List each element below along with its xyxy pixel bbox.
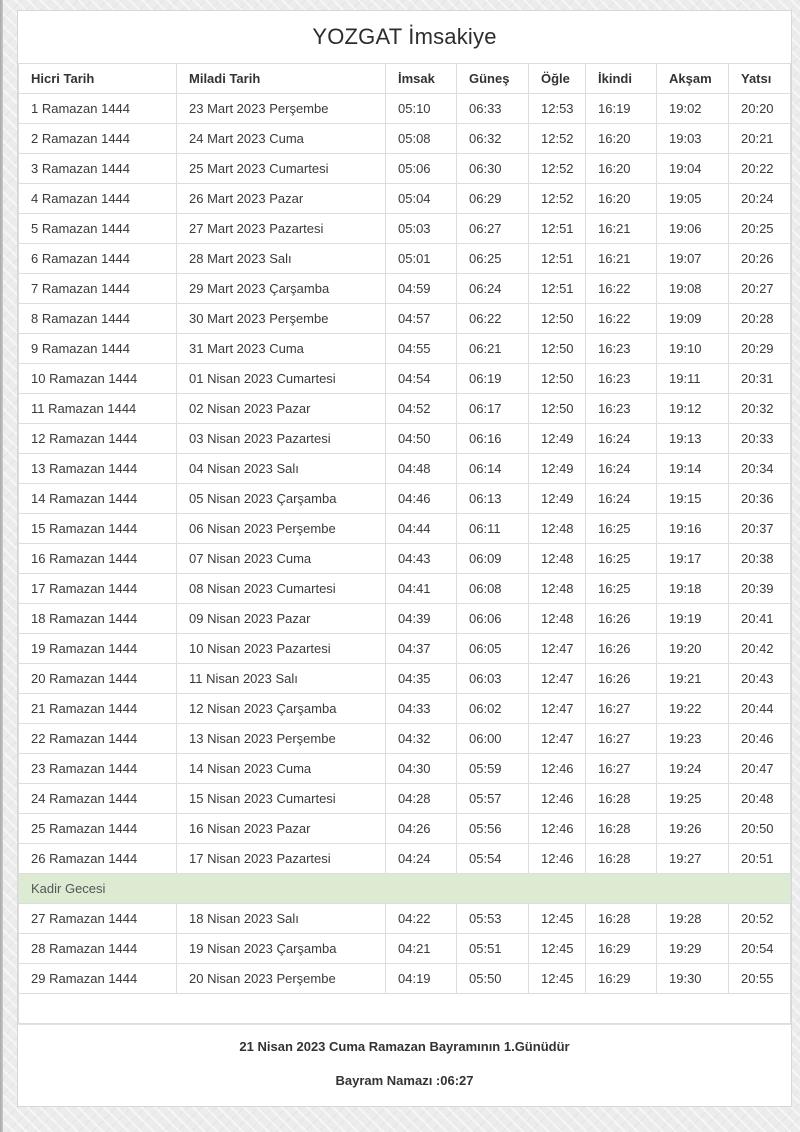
table-row [19,784,791,814]
table-row [19,484,791,514]
table-cell: 04:52 [386,394,457,424]
table-row [19,964,791,994]
table-cell: 04:24 [386,844,457,874]
table-cell: 4 Ramazan 1444 [19,184,177,214]
table-cell: 19:18 [657,574,729,604]
table-cell: 16:22 [586,304,657,334]
table-cell: 06:24 [457,274,529,304]
table-row [19,904,791,934]
bayram-note-section [18,1024,791,1106]
table-cell: 04:37 [386,634,457,664]
table-cell: 16:24 [586,424,657,454]
table-cell: 20 Ramazan 1444 [19,664,177,694]
table-row [19,184,791,214]
table-cell: 19:12 [657,394,729,424]
table-cell: 12:48 [529,604,586,634]
table-cell: 16:28 [586,904,657,934]
table-row [19,934,791,964]
table-cell: 12:45 [529,904,586,934]
table-cell: 06:06 [457,604,529,634]
table-cell: 16:25 [586,514,657,544]
table-cell: 20:54 [729,934,791,964]
table-cell: 12:46 [529,814,586,844]
table-cell: 12:52 [529,124,586,154]
table-cell: 19:04 [657,154,729,184]
table-cell: 12:50 [529,334,586,364]
table-cell: 3 Ramazan 1444 [19,154,177,184]
table-cell: 04:39 [386,604,457,634]
table-cell: 16:29 [586,934,657,964]
table-cell: 03 Nisan 2023 Pazartesi [177,424,386,454]
table-cell: 25 Ramazan 1444 [19,814,177,844]
table-cell: 19:20 [657,634,729,664]
table-cell: 01 Nisan 2023 Cumartesi [177,364,386,394]
table-cell: 06:30 [457,154,529,184]
table-cell: 19:05 [657,184,729,214]
table-cell: 19:22 [657,694,729,724]
table-cell: 19:09 [657,304,729,334]
table-cell: 04:50 [386,424,457,454]
table-cell: 04:57 [386,304,457,334]
table-cell: 16:20 [586,184,657,214]
table-cell: 05:08 [386,124,457,154]
table-cell: 19:02 [657,94,729,124]
table-cell: 06:19 [457,364,529,394]
table-cell: 04:55 [386,334,457,364]
table-row [19,424,791,454]
table-cell: 04:21 [386,934,457,964]
table-cell: 16:26 [586,664,657,694]
table-cell: 06:21 [457,334,529,364]
table-row [19,244,791,274]
table-cell: 18 Nisan 2023 Salı [177,904,386,934]
table-cell: 06 Nisan 2023 Perşembe [177,514,386,544]
table-row [19,514,791,544]
table-cell: 20:34 [729,454,791,484]
table-cell: 20 Nisan 2023 Perşembe [177,964,386,994]
table-cell: 31 Mart 2023 Cuma [177,334,386,364]
table-cell: 05:51 [457,934,529,964]
table-cell: 19 Nisan 2023 Çarşamba [177,934,386,964]
table-cell: 19:15 [657,484,729,514]
table-cell: 16:20 [586,154,657,184]
table-cell: 06:27 [457,214,529,244]
table-cell: 05:53 [457,904,529,934]
table-cell: 6 Ramazan 1444 [19,244,177,274]
table-cell: 13 Ramazan 1444 [19,454,177,484]
table-cell: 05:01 [386,244,457,274]
table-cell: 07 Nisan 2023 Cuma [177,544,386,574]
table-cell: 26 Mart 2023 Pazar [177,184,386,214]
column-header-miladi-tarih: Miladi Tarih [177,64,386,94]
table-row [19,364,791,394]
imsakiye-table [18,63,791,1024]
table-cell: 16 Nisan 2023 Pazar [177,814,386,844]
table-cell: 04:35 [386,664,457,694]
table-cell: 20:31 [729,364,791,394]
table-cell: 06:25 [457,244,529,274]
table-cell: 16:27 [586,694,657,724]
table-cell: 12:46 [529,784,586,814]
table-cell: 12:49 [529,454,586,484]
table-cell: 12:47 [529,664,586,694]
table-cell: 7 Ramazan 1444 [19,274,177,304]
table-cell: 20:36 [729,484,791,514]
table-cell: 06:16 [457,424,529,454]
table-cell: 19:06 [657,214,729,244]
table-cell: 09 Nisan 2023 Pazar [177,604,386,634]
table-row [19,274,791,304]
table-cell: 05:06 [386,154,457,184]
table-cell: 2 Ramazan 1444 [19,124,177,154]
table-cell: 12:50 [529,364,586,394]
table-row [19,334,791,364]
table-cell: 16:24 [586,454,657,484]
table-cell: 19:14 [657,454,729,484]
table-cell: 05:57 [457,784,529,814]
table-cell: 06:11 [457,514,529,544]
table-cell: 05 Nisan 2023 Çarşamba [177,484,386,514]
table-cell: 04:26 [386,814,457,844]
table-cell: 20:39 [729,574,791,604]
empty-spacer-row [19,994,791,1024]
table-cell: 20:46 [729,724,791,754]
table-cell: 20:33 [729,424,791,454]
table-cell: 19:16 [657,514,729,544]
table-cell: 1 Ramazan 1444 [19,94,177,124]
table-cell: 8 Ramazan 1444 [19,304,177,334]
table-cell: 16:21 [586,244,657,274]
table-cell: 17 Ramazan 1444 [19,574,177,604]
table-cell: 12:51 [529,274,586,304]
table-cell: 16:27 [586,724,657,754]
page-title: YOZGAT İmsakiye [312,24,497,49]
table-cell: 13 Nisan 2023 Perşembe [177,724,386,754]
table-cell: 16:27 [586,754,657,784]
table-cell: 04:44 [386,514,457,544]
table-cell: 17 Nisan 2023 Pazartesi [177,844,386,874]
table-cell: 12:46 [529,754,586,784]
table-cell: 04:46 [386,484,457,514]
table-cell: 20:51 [729,844,791,874]
table-row [19,544,791,574]
bayram-prayer-time-note: Bayram Namazı :06:27 [335,1073,474,1088]
table-cell: 20:50 [729,814,791,844]
table-cell: 06:05 [457,634,529,664]
table-row [19,814,791,844]
table-cell: 20:37 [729,514,791,544]
table-cell: 11 Ramazan 1444 [19,394,177,424]
table-cell: 15 Nisan 2023 Cumartesi [177,784,386,814]
table-cell: 20:32 [729,394,791,424]
table-row [19,844,791,874]
table-cell: 15 Ramazan 1444 [19,514,177,544]
kadir-gecesi-label: Kadir Gecesi [19,874,791,904]
table-cell: 12:50 [529,304,586,334]
table-cell: 04:48 [386,454,457,484]
table-cell: 12:45 [529,934,586,964]
table-cell: 05:03 [386,214,457,244]
table-cell: 04:33 [386,694,457,724]
table-cell: 19:19 [657,604,729,634]
table-cell: 18 Ramazan 1444 [19,604,177,634]
table-cell: 16:29 [586,964,657,994]
table-cell: 24 Mart 2023 Cuma [177,124,386,154]
column-header-yatsi: Yatsı [729,64,791,94]
table-cell: 19:27 [657,844,729,874]
table-cell: 12:52 [529,184,586,214]
table-cell: 19:28 [657,904,729,934]
table-cell: 19:21 [657,664,729,694]
column-header-hicri-tarih: Hicri Tarih [19,64,177,94]
table-cell: 9 Ramazan 1444 [19,334,177,364]
imsakiye-card [17,10,792,1107]
table-cell: 19:17 [657,544,729,574]
table-cell: 20:20 [729,94,791,124]
table-cell: 19:29 [657,934,729,964]
table-cell: 12:45 [529,964,586,994]
table-cell: 19:10 [657,334,729,364]
table-cell: 06:09 [457,544,529,574]
table-cell: 05:04 [386,184,457,214]
table-cell: 19:30 [657,964,729,994]
table-cell: 23 Ramazan 1444 [19,754,177,784]
table-cell: 19:23 [657,724,729,754]
table-cell: 06:33 [457,94,529,124]
table-cell: 06:29 [457,184,529,214]
table-cell: 04:43 [386,544,457,574]
table-cell: 12:51 [529,214,586,244]
column-header-ogle: Öğle [529,64,586,94]
table-cell: 12:48 [529,514,586,544]
table-cell: 20:44 [729,694,791,724]
table-cell: 20:41 [729,604,791,634]
table-cell: 16:23 [586,364,657,394]
table-cell: 04:32 [386,724,457,754]
table-header-row [19,64,791,94]
table-cell: 16:22 [586,274,657,304]
table-row [19,154,791,184]
table-cell: 16:19 [586,94,657,124]
table-cell: 08 Nisan 2023 Cumartesi [177,574,386,604]
table-cell: 22 Ramazan 1444 [19,724,177,754]
table-row [19,724,791,754]
table-cell: 06:02 [457,694,529,724]
table-body [19,94,791,1024]
table-cell: 19:13 [657,424,729,454]
table-cell: 04:59 [386,274,457,304]
table-cell: 25 Mart 2023 Cumartesi [177,154,386,184]
table-cell: 16:23 [586,394,657,424]
table-cell: 12:49 [529,424,586,454]
table-cell: 12 Ramazan 1444 [19,424,177,454]
column-header-aksam: Akşam [657,64,729,94]
table-row [19,664,791,694]
table-row [19,454,791,484]
table-cell: 27 Mart 2023 Pazartesi [177,214,386,244]
table-cell: 04:30 [386,754,457,784]
table-cell: 20:27 [729,274,791,304]
table-cell: 16:28 [586,814,657,844]
table-cell: 20:47 [729,754,791,784]
table-cell: 16:23 [586,334,657,364]
table-cell: 20:21 [729,124,791,154]
table-cell: 21 Ramazan 1444 [19,694,177,724]
table-cell: 06:14 [457,454,529,484]
table-cell: 12:52 [529,154,586,184]
table-cell: 16:26 [586,634,657,664]
table-cell: 20:26 [729,244,791,274]
table-cell: 16:26 [586,604,657,634]
table-cell: 05:59 [457,754,529,784]
table-row [19,634,791,664]
title-section [18,11,791,63]
table-cell: 20:22 [729,154,791,184]
empty-spacer-cell [19,994,791,1024]
table-cell: 20:55 [729,964,791,994]
table-cell: 06:00 [457,724,529,754]
table-cell: 20:28 [729,304,791,334]
table-cell: 05:50 [457,964,529,994]
table-row [19,214,791,244]
column-header-gunes: Güneş [457,64,529,94]
bayram-day-note: 21 Nisan 2023 Cuma Ramazan Bayramının 1.Günüdür [239,1039,570,1054]
table-cell: 12:46 [529,844,586,874]
table-row [19,754,791,784]
table-cell: 10 Ramazan 1444 [19,364,177,394]
table-cell: 20:25 [729,214,791,244]
table-cell: 16:28 [586,784,657,814]
table-cell: 27 Ramazan 1444 [19,904,177,934]
table-cell: 28 Mart 2023 Salı [177,244,386,274]
table-cell: 12:48 [529,544,586,574]
table-row [19,394,791,424]
table-cell: 12:48 [529,574,586,604]
table-cell: 30 Mart 2023 Perşembe [177,304,386,334]
table-cell: 10 Nisan 2023 Pazartesi [177,634,386,664]
table-cell: 12:51 [529,244,586,274]
table-cell: 23 Mart 2023 Perşembe [177,94,386,124]
table-cell: 16:20 [586,124,657,154]
table-cell: 04:54 [386,364,457,394]
table-cell: 5 Ramazan 1444 [19,214,177,244]
table-cell: 20:42 [729,634,791,664]
table-cell: 12:47 [529,694,586,724]
table-cell: 20:43 [729,664,791,694]
table-cell: 11 Nisan 2023 Salı [177,664,386,694]
kadir-gecesi-row [19,874,791,904]
table-cell: 16:21 [586,214,657,244]
table-cell: 20:38 [729,544,791,574]
table-cell: 14 Nisan 2023 Cuma [177,754,386,784]
table-cell: 12:53 [529,94,586,124]
page-edge-strip [0,0,3,1132]
table-cell: 02 Nisan 2023 Pazar [177,394,386,424]
table-cell: 12:50 [529,394,586,424]
table-cell: 16:28 [586,844,657,874]
table-cell: 19:07 [657,244,729,274]
table-cell: 04:28 [386,784,457,814]
table-cell: 06:22 [457,304,529,334]
table-cell: 12:47 [529,634,586,664]
table-cell: 06:17 [457,394,529,424]
table-cell: 04:41 [386,574,457,604]
table-cell: 05:56 [457,814,529,844]
table-cell: 19:25 [657,784,729,814]
table-cell: 19:11 [657,364,729,394]
table-cell: 29 Ramazan 1444 [19,964,177,994]
column-header-ikindi: İkindi [586,64,657,94]
table-cell: 24 Ramazan 1444 [19,784,177,814]
table-row [19,94,791,124]
table-cell: 20:48 [729,784,791,814]
table-cell: 04:22 [386,904,457,934]
table-cell: 06:03 [457,664,529,694]
table-cell: 12:49 [529,484,586,514]
column-header-imsak: İmsak [386,64,457,94]
table-cell: 05:10 [386,94,457,124]
table-cell: 19:03 [657,124,729,154]
table-cell: 26 Ramazan 1444 [19,844,177,874]
table-cell: 19:24 [657,754,729,784]
table-cell: 16:25 [586,574,657,604]
table-cell: 19 Ramazan 1444 [19,634,177,664]
table-cell: 06:32 [457,124,529,154]
table-cell: 16:24 [586,484,657,514]
table-cell: 19:08 [657,274,729,304]
table-row [19,304,791,334]
table-cell: 20:29 [729,334,791,364]
table-row [19,694,791,724]
table-cell: 16 Ramazan 1444 [19,544,177,574]
table-row [19,604,791,634]
table-cell: 06:08 [457,574,529,604]
table-cell: 12 Nisan 2023 Çarşamba [177,694,386,724]
table-row [19,574,791,604]
table-cell: 12:47 [529,724,586,754]
table-cell: 04 Nisan 2023 Salı [177,454,386,484]
table-cell: 14 Ramazan 1444 [19,484,177,514]
table-cell: 29 Mart 2023 Çarşamba [177,274,386,304]
table-cell: 19:26 [657,814,729,844]
table-row [19,124,791,154]
table-cell: 20:24 [729,184,791,214]
table-cell: 05:54 [457,844,529,874]
table-cell: 16:25 [586,544,657,574]
table-cell: 28 Ramazan 1444 [19,934,177,964]
table-cell: 20:52 [729,904,791,934]
table-cell: 04:19 [386,964,457,994]
table-cell: 06:13 [457,484,529,514]
